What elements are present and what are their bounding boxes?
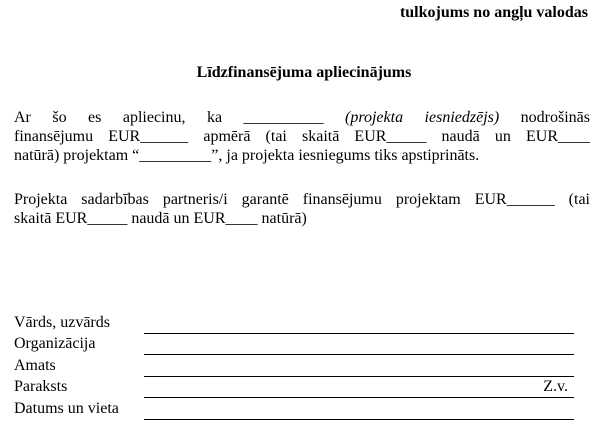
paragraph2-line1: Projekta sadarbības partneris/i garantē finansējumu projektam EUR______ (tai [14, 191, 590, 208]
stamp-place-label: Z.v. [543, 378, 568, 395]
signature-label: Paraksts [14, 378, 68, 395]
paragraph1-line2: finansējumu EUR______ apmērā (tai skaitā EUR_____ naudā un EUR____ [14, 128, 590, 145]
signature-row-position [14, 355, 574, 377]
position-label: Amats [14, 356, 56, 374]
signature-row-organization [14, 334, 574, 356]
cofinancing-statement-paragraph [14, 108, 590, 165]
paragraph2-line2: skaitā EUR_____ naudā un EUR____ natūrā) [14, 210, 307, 227]
date-place-field-line[interactable] [144, 419, 574, 420]
partner-guarantee-paragraph [14, 190, 590, 228]
name-label: Vārds, uzvārds [14, 313, 110, 331]
signature-block [14, 312, 574, 420]
paragraph1-line1 [14, 108, 590, 127]
translation-note: tulkojums no angļu valodas [399, 4, 588, 21]
applicant-placeholder-hint: (projekta iesniedzējs) [345, 109, 500, 126]
paragraph1-line3: natūrā) projektam “_________”, ja projekta iesniegums tiks apstiprināts. [14, 147, 480, 164]
signature-row-date-place [14, 398, 574, 420]
paragraph1-line1-text-b: nodrošinās [499, 109, 591, 126]
signature-row-signature [14, 377, 574, 399]
date-place-label: Datums un vieta [14, 399, 119, 417]
signature-row-name [14, 312, 574, 334]
organization-label: Organizācija [14, 335, 96, 352]
paragraph1-line1-text-a: Ar šo es apliecinu, ka __________ [14, 109, 346, 126]
document-title: Līdzfinansējuma apliecinājums [196, 64, 412, 81]
